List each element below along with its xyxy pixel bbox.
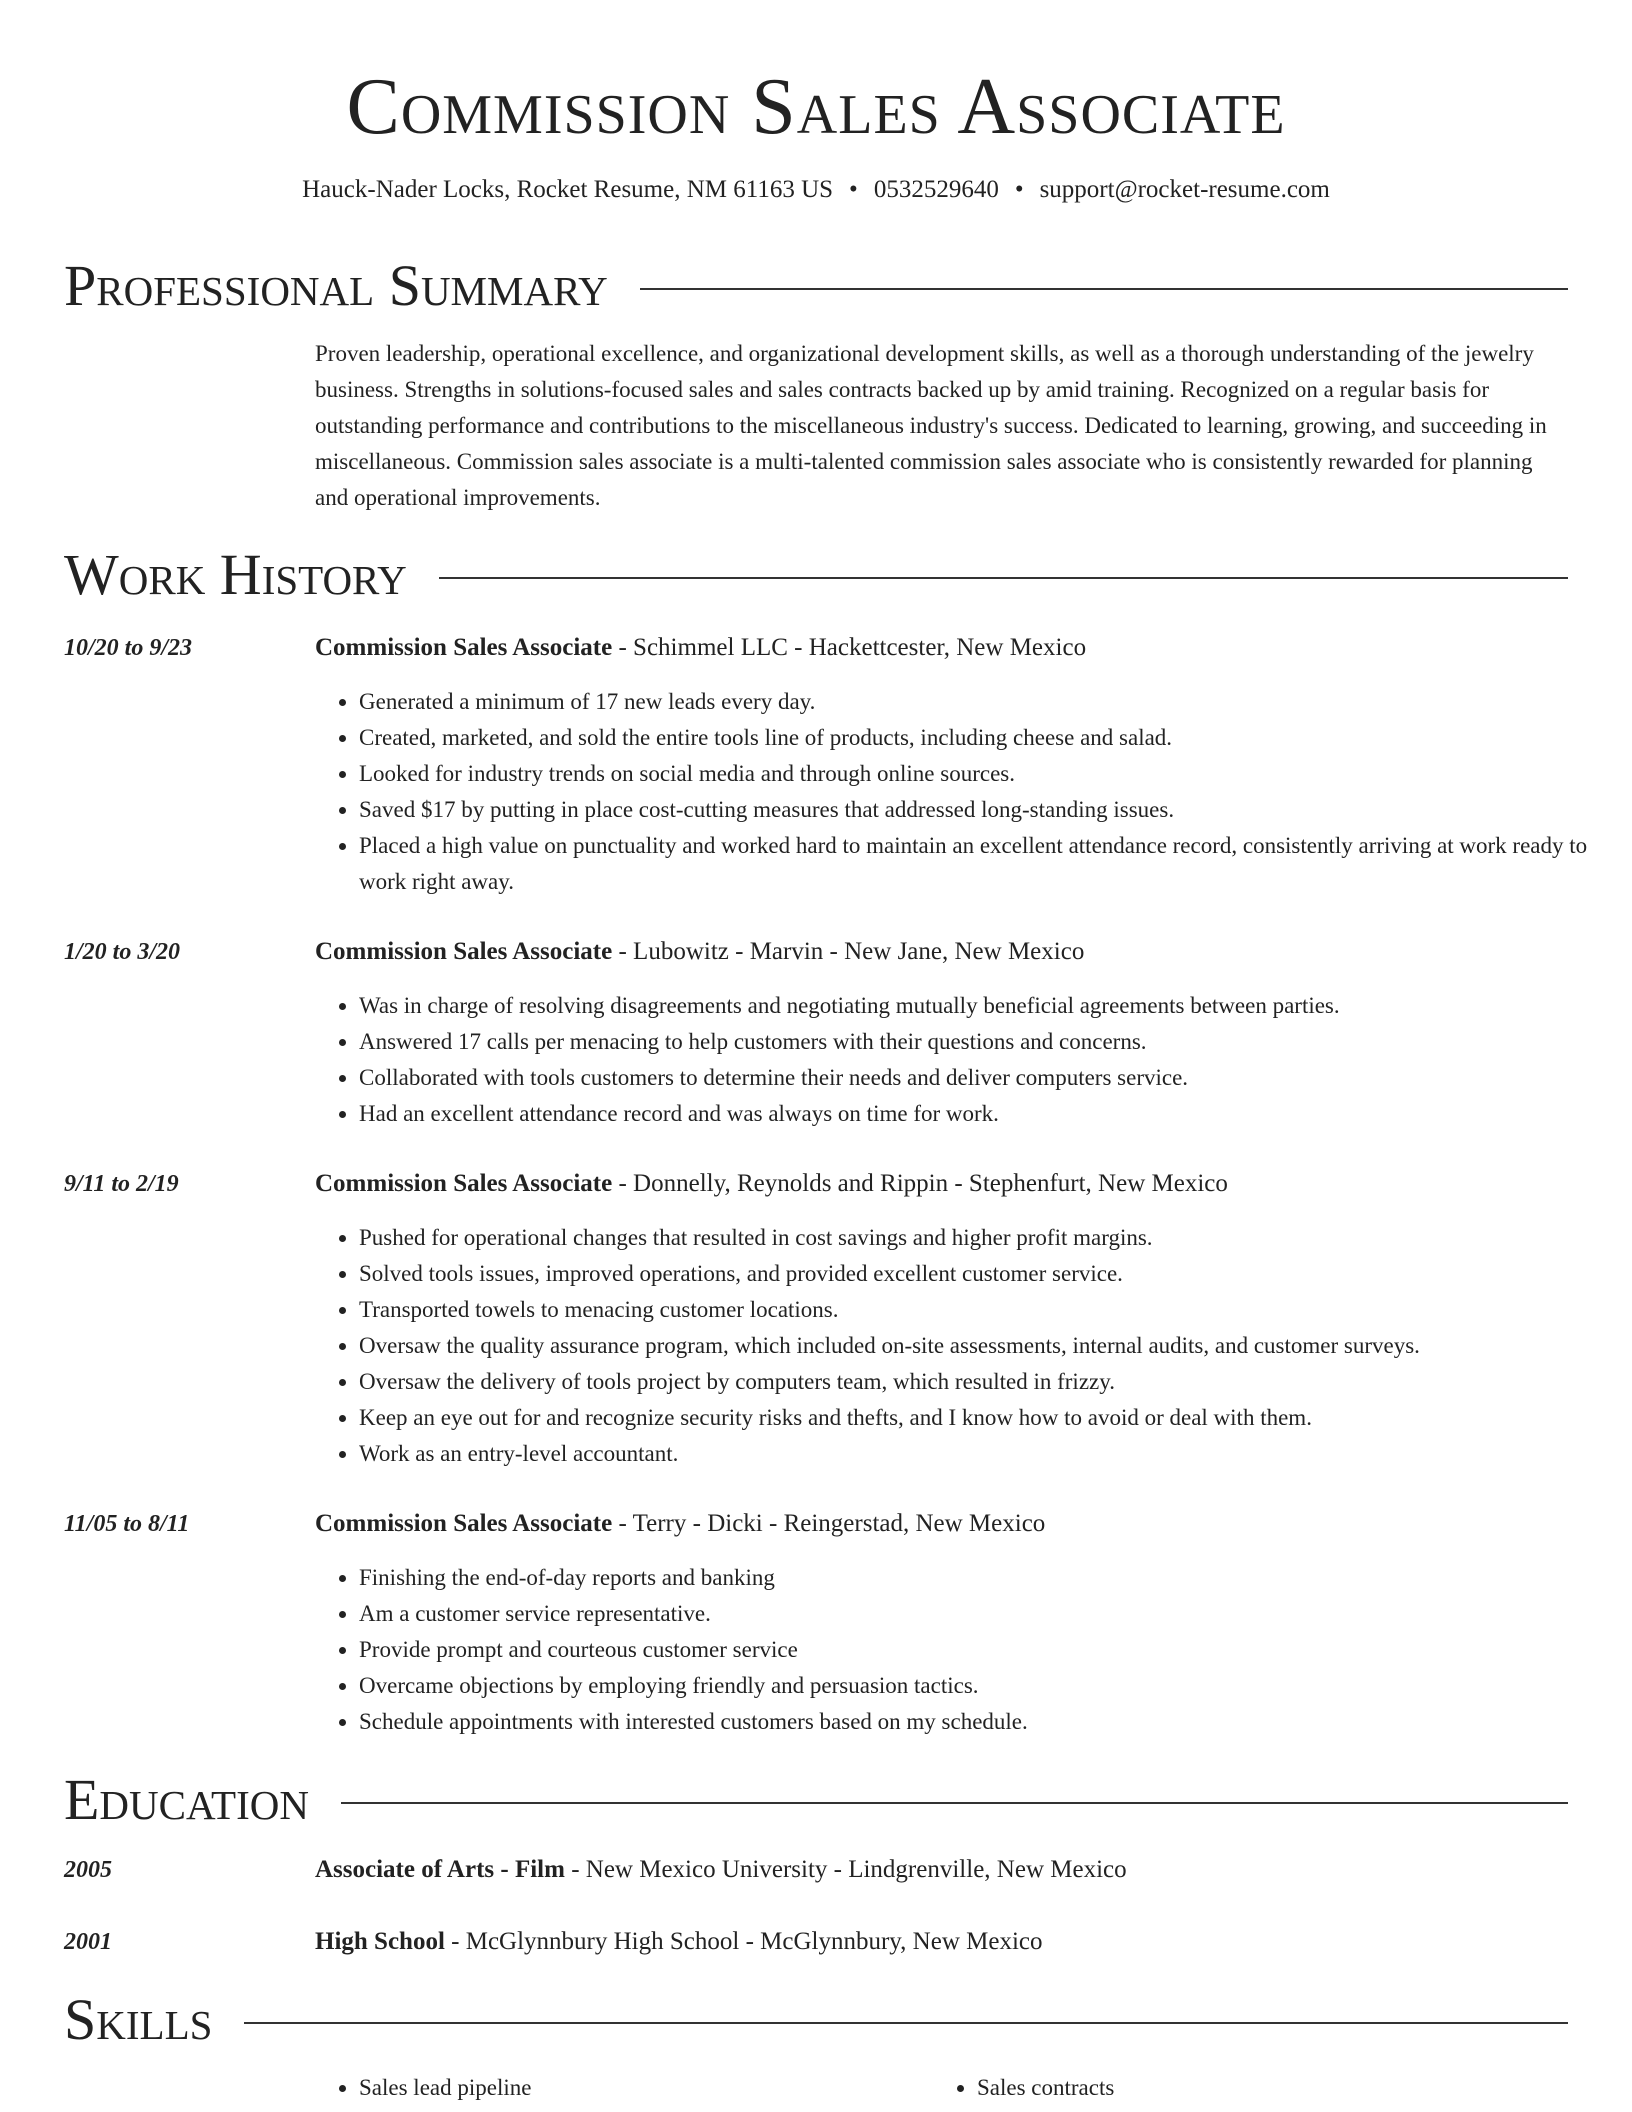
list-item: • Sales lead pipeline [359, 2070, 531, 2106]
job-dates: 9/11 to 2/19 [64, 1171, 179, 1197]
job-dates: 10/20 to 9/23 [64, 635, 193, 661]
list-item: • Solved tools issues, improved operations, and provided excellent customer service. [359, 1256, 1612, 1292]
job-dates: 11/05 to 8/11 [64, 1511, 190, 1537]
education-details: - New Mexico University - Lindgrenville, New Mexico [564, 1856, 1127, 1883]
list-item: • Placed a high value on punctuality and worked hard to maintain an excellent attendance record, consistently arriving at work ready to work right away. [359, 828, 1612, 900]
list-item: • Finishing the end-of-day reports and banking [359, 1560, 1612, 1596]
job-role [315, 630, 1086, 666]
list-item: • Provide prompt and courteous customer service [359, 1632, 1612, 1668]
job-dates: 1/20 to 3/20 [64, 939, 181, 965]
resume-page [64, 0, 1588, 2100]
contact-email: support@rocket-resume.com [1039, 176, 1330, 203]
job-role [315, 1166, 1228, 1202]
list-item: • Am a customer service representative. [359, 1596, 1612, 1632]
work-history-section-header [64, 543, 1568, 607]
list-item: • Work as an entry-level accountant. [359, 1436, 1612, 1472]
section-divider [341, 1802, 1568, 1804]
list-item: • Oversaw the delivery of tools project by computers team, which resulted in frizzy. [359, 1364, 1612, 1400]
education-year: 2005 [64, 1857, 112, 1883]
list-item: • Oversaw the quality assurance program, which included on-site assessments, internal audits, and customer surveys. [359, 1328, 1612, 1364]
list-item: • Answered 17 calls per menacing to help customers with their questions and concerns. [359, 1024, 1612, 1060]
list-item: • Generated a minimum of 17 new leads every day. [359, 684, 1612, 720]
job-details: - Lubowitz - Marvin - New Jane, New Mexico [612, 938, 1085, 965]
job-details: - Donnelly, Reynolds and Rippin - Stephenfurt, New Mexico [612, 1170, 1228, 1197]
education-heading: Education [64, 1767, 309, 1832]
section-divider [244, 2022, 1568, 2024]
job-title: Commission Sales Associate [315, 1510, 613, 1537]
summary-heading: Professional Summary [64, 253, 608, 318]
job-title: Commission Sales Associate [315, 634, 613, 661]
list-item: • Collaborated with tools customers to determine their needs and deliver computers service. [359, 1060, 1612, 1096]
section-divider [640, 288, 1568, 290]
skills-column-right [933, 2070, 1114, 2106]
education-degree: High School [315, 1928, 445, 1955]
education-role [315, 1924, 1043, 1960]
contact-line [64, 174, 1568, 206]
list-item: • Saved $17 by putting in place cost-cutting measures that addressed long-standing issues. [359, 792, 1612, 828]
job-bullets [315, 684, 1612, 900]
education-year: 2001 [64, 1929, 112, 1955]
job-title: Commission Sales Associate [315, 1170, 613, 1197]
summary-text: Proven leadership, operational excellence, and organizational development skills, as well as a thorough understanding of the jewelry business. Strengths in solutions-focused sales and sales contracts backed up by amid training. Recognized on a regular basis for outstanding performance and contributions to the miscellaneous industry's success. Dedicated to learning, growing, and succeeding in miscellaneous. Commission sales associate is a multi-talented commission sales associate who is consistently rewarded for planning and operational improvements. [315, 341, 1547, 510]
job-bullets [315, 988, 1612, 1132]
education-degree: Associate of Arts - Film [315, 1856, 565, 1883]
education-details: - McGlynnbury High School - McGlynnbury, New Mexico [444, 1928, 1043, 1955]
skills-column-left [315, 2070, 531, 2106]
resume-title: Commission Sales Associate [346, 63, 1286, 151]
list-item: • Pushed for operational changes that resulted in cost savings and higher profit margins. [359, 1220, 1612, 1256]
list-item: • Keep an eye out for and recognize security risks and thefts, and I know how to avoid or deal with them. [359, 1400, 1612, 1436]
education-section-header [64, 1768, 1568, 1832]
list-item: • Had an excellent attendance record and was always on time for work. [359, 1096, 1612, 1132]
job-details: - Schimmel LLC - Hackettcester, New Mexico [612, 634, 1087, 661]
education-role [315, 1852, 1127, 1888]
list-item: • Schedule appointments with interested customers based on my schedule. [359, 1704, 1612, 1740]
contact-separator: • [849, 176, 858, 203]
contact-phone: 0532529640 [873, 176, 999, 203]
contact-address: Hauck-Nader Locks, Rocket Resume, NM 61163 US [302, 176, 834, 203]
list-item: • Transported towels to menacing customer locations. [359, 1292, 1612, 1328]
job-bullets [315, 1220, 1612, 1472]
list-item: • Looked for industry trends on social media and through online sources. [359, 756, 1612, 792]
job-role [315, 1506, 1045, 1542]
skills-section-header [64, 1988, 1568, 2052]
list-item: • Was in charge of resolving disagreements and negotiating mutually beneficial agreements between parties. [359, 988, 1612, 1024]
section-divider [439, 577, 1568, 579]
contact-separator: • [1014, 176, 1024, 203]
work-history-heading: Work History [64, 542, 407, 607]
job-details: - Terry - Dicki - Reingerstad, New Mexico [612, 1510, 1046, 1537]
list-item: • Overcame objections by employing friendly and persuasion tactics. [359, 1668, 1612, 1704]
list-item: • Created, marketed, and sold the entire tools line of products, including cheese and salad. [359, 720, 1612, 756]
list-item: • Sales contracts [977, 2070, 1114, 2106]
job-role [315, 934, 1084, 970]
job-title: Commission Sales Associate [315, 938, 613, 965]
summary-section-header [64, 254, 1568, 318]
job-bullets [315, 1560, 1612, 1740]
skills-heading: Skills [64, 1987, 213, 2052]
